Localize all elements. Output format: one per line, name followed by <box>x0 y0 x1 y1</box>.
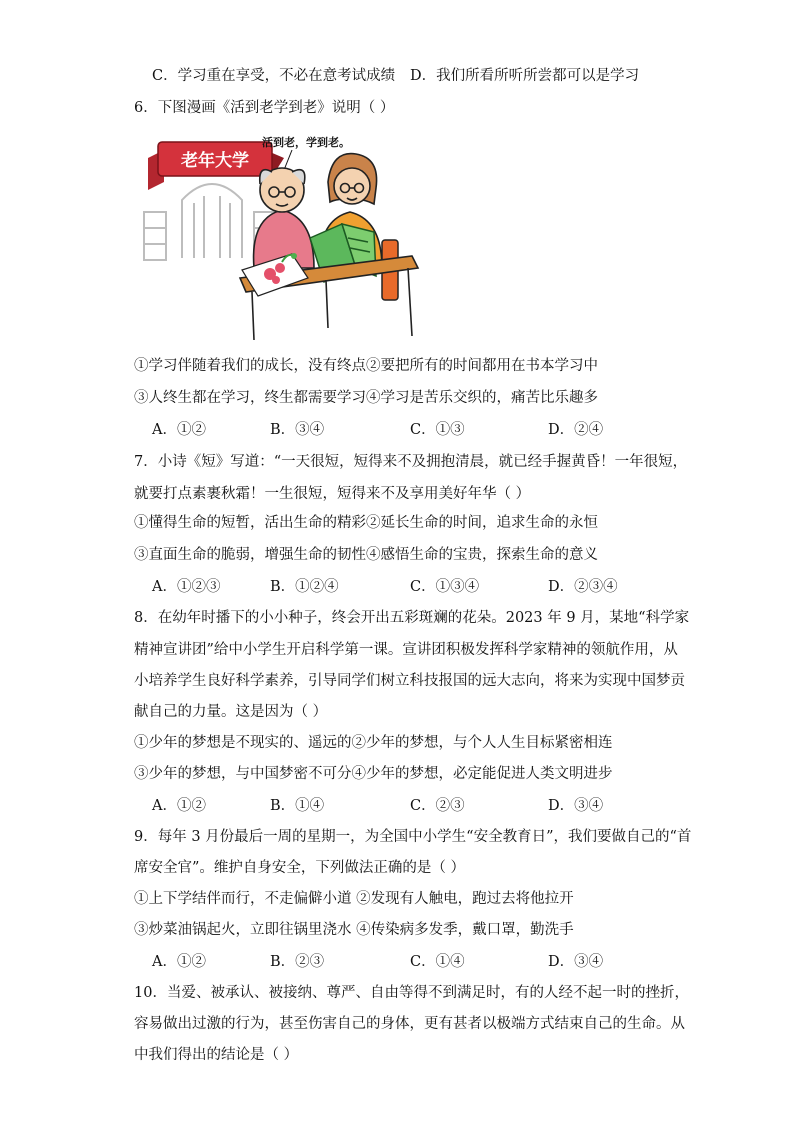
question-6-option-c: C．①③ <box>410 422 465 438</box>
question-6-statement-1: ①学习伴随着我们的成长，没有终点②要把所有的时间都用在书本学习中 <box>134 358 598 374</box>
question-7-option-c: C．①③④ <box>410 579 480 595</box>
question-6-option-d: D．②④ <box>548 422 604 438</box>
question-9-statement-2: ③炒菜油锅起火，立即往锅里浇水 ④传染病多发季，戴口罩，勤洗手 <box>134 922 574 938</box>
question-9-option-c: C．①④ <box>410 954 465 970</box>
question-6-stem: 6．下图漫画《活到老学到老》说明（ ） <box>134 100 395 116</box>
question-6-option-b: B．③④ <box>270 422 325 438</box>
question-8-statement-1: ①少年的梦想是不现实的、遥远的②少年的梦想，与个人人生目标紧密相连 <box>134 735 613 751</box>
question-9-stem-line-1: 9．每年 3 月份最后一周的星期一，为全国中小学生“安全教育日”，我们要做自己的“首 <box>134 829 692 845</box>
question-9-stem-line-2: 席安全官”。维护自身安全，下列做法正确的是（ ） <box>134 860 466 876</box>
question-8-stem-line-3: 小培养学生良好科学素养，引导同学们树立科技报国的远大志向，将来为实现中国梦贡 <box>134 673 685 689</box>
question-7-statement-1: ①懂得生命的短暂，活出生命的精彩②延长生命的时间，追求生命的永恒 <box>134 515 598 531</box>
banner-text: 老年大学 <box>181 151 249 171</box>
question-8-option-c: C．②③ <box>410 798 465 814</box>
question-8-option-b: B．①④ <box>270 798 325 814</box>
option-d: D．我们所看所听所尝都可以是学习 <box>410 68 640 84</box>
question-10-stem-line-3: 中我们得出的结论是（ ） <box>134 1047 299 1063</box>
question-7-option-a: A．①②③ <box>152 579 221 595</box>
question-9-option-d: D．③④ <box>548 954 604 970</box>
question-9-option-a: A．①② <box>152 954 206 970</box>
question-7-stem-line-1: 7．小诗《短》写道：“一天很短，短得来不及拥抱清晨，就已经手握黄昏！一年很短， <box>134 454 688 470</box>
question-7-option-b: B．①②④ <box>270 579 339 595</box>
question-6-option-a: A．①② <box>152 422 206 438</box>
old-man-figure <box>254 168 314 268</box>
speech-text: 活到老，学到老。 <box>262 136 350 149</box>
question-8-stem-line-2: 精神宣讲团”给中小学生开启科学第一课。宣讲团积极发挥科学家精神的领航作用，从 <box>134 642 678 658</box>
question-8-option-a: A．①② <box>152 798 206 814</box>
question-7-stem-line-2: 就要打点素裹秋霜！一生很短，短得来不及享用美好年华（ ） <box>134 486 531 502</box>
cartoon-image <box>142 128 422 344</box>
option-c: C．学习重在享受，不必在意考试成绩 <box>152 68 396 84</box>
question-9-option-b: B．②③ <box>270 954 325 970</box>
question-10-stem-line-2: 容易做出过激的行为，甚至伤害自己的身体，更有甚者以极端方式结束自己的生命。从 <box>134 1016 685 1032</box>
question-7-statement-2: ③直面生命的脆弱，增强生命的韧性④感悟生命的宝贵，探索生命的意义 <box>134 547 598 563</box>
question-8-stem-line-4: 献自己的力量。这是因为（ ） <box>134 704 328 720</box>
question-8-stem-line-1: 8．在幼年时播下的小小种子，终会开出五彩斑斓的花朵。2023 年 9 月，某地“科学家 <box>134 610 690 626</box>
question-6-statement-2: ③人终生都在学习，终生都需要学习④学习是苦乐交织的，痛苦比乐趣多 <box>134 390 598 406</box>
question-10-stem-line-1: 10．当爱、被承认、被接纳、尊严、自由等得不到满足时，有的人经不起一时的挫折， <box>134 985 689 1001</box>
question-7-option-d: D．②③④ <box>548 579 618 595</box>
question-9-statement-1: ①上下学结伴而行，不走偏僻小道 ②发现有人触电，跑过去将他拉开 <box>134 891 574 907</box>
question-8-statement-2: ③少年的梦想，与中国梦密不可分④少年的梦想，必定能促进人类文明进步 <box>134 766 613 782</box>
question-8-option-d: D．③④ <box>548 798 604 814</box>
